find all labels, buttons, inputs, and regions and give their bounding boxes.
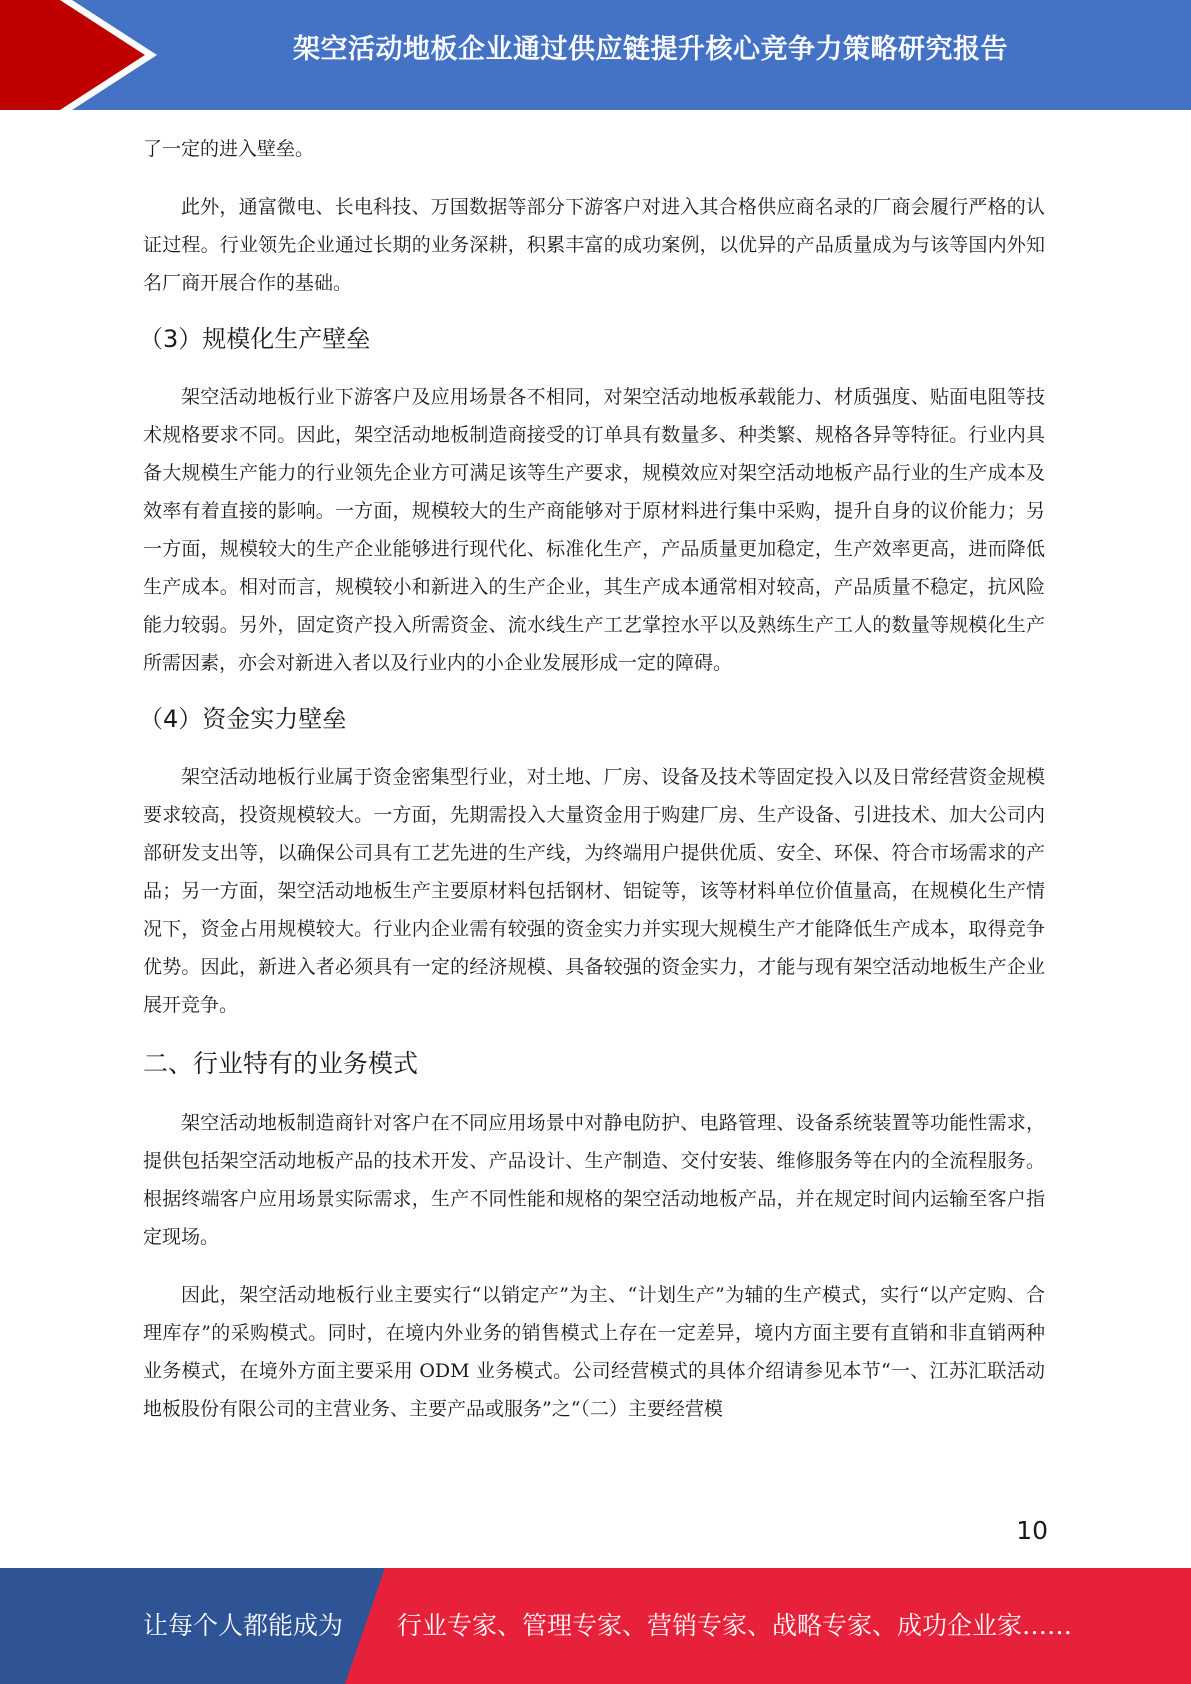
paragraph-capital-barrier: 架空活动地板行业属于资金密集型行业，对土地、厂房、设备及技术等固定投入以及日常经营资金规模要求较高，投资规模较大。一方面，先期需投入大量资金用于购建厂房、生产设备、引进技术、加大公司内部研发支出等，以确保公司具有工艺先进的生产线，为终端用户提供优质、安全、环保、符合市场需求的产品；另一方面，架空活动地板生产主要原材料包括钢材、铝锭等，该等材料单位价值量高，在规模化生产情况下，资金占用规模较大。行业内企业需有较强的资金实力并实现大规模生产才能降低生产成本，取得竞争优势。因此，新进入者必须具有一定的经济规模、具备较强的资金实力，才能与现有架空活动地板生产企业展开竞争。 <box>143 766 1045 1016</box>
paragraph-production-model: 因此，架空活动地板行业主要实行“以销定产”为主、“计划生产”为辅的生产模式，实行“以产定购、合理库存”的采购模式。同时，在境内外业务的销售模式上存在一定差异，境内方面主要有直销和非直销两种业务模式，在境外方面主要采用 ODM 业务模式。公司经营模式的具体介绍请参见本节“一、江苏汇联活动地板股份有限公司的主营业务、主要产品或服务”之“（二）主要经营模 <box>143 1284 1045 1420</box>
footer-slogan-left: 让每个人都能成为 <box>143 1611 344 1640</box>
paragraph-scale-barrier: 架空活动地板行业下游客户及应用场景各不相同，对架空活动地板承载能力、材质强度、贴面电阻等技术规格要求不同。因此，架空活动地板制造商接受的订单具有数量多、种类繁、规格各异等特征。行业内具备大规模生产能力的行业领先企业方可满足该等生产要求，规模效应对架空活动地板产品行业的生产成本及效率有着直接的影响。一方面，规模较大的生产商能够对于原材料进行集中采购，提升自身的议价能力；另一方面，规模较大的生产企业能够进行现代化、标准化生产，产品质量更加稳定，生产效率更高，进而降低生产成本。相对而言，规模较小和新进入的生产企业，其生产成本通常相对较高，产品质量不稳定，抗风险能力较弱。另外，固定资产投入所需资金、流水线生产工艺掌控水平以及熟练生产工人的数量等规模化生产所需因素，亦会对新进入者以及行业内的小企业发展形成一定的障碍。 <box>143 386 1045 674</box>
header-arrow-icon <box>0 0 160 110</box>
page-number: 10 <box>1016 1516 1048 1545</box>
page-header <box>0 0 1191 110</box>
page-content <box>139 130 1045 1428</box>
footer-slogan-right: 行业专家、管理专家、营销专家、战略专家、成功企业家…… <box>397 1611 1073 1640</box>
paragraph-continuation: 了一定的进入壁垒。 <box>143 138 315 160</box>
page-footer <box>0 1568 1191 1684</box>
section-heading-capital-barrier: （4）资金实力壁垒 <box>139 705 347 733</box>
document-title: 架空活动地板企业通过供应链提升核心竞争力策略研究报告 <box>293 34 1008 65</box>
paragraph-certification: 此外，通富微电、长电科技、万国数据等部分下游客户对进入其合格供应商名录的厂商会履行严格的认证过程。行业领先企业通过长期的业务深耕，积累丰富的成功案例，以优异的产品质量成为与该等国内外知名厂商开展合作的基础。 <box>143 196 1045 294</box>
chapter-heading-business-model: 二、行业特有的业务模式 <box>143 1049 419 1078</box>
paragraph-business-model: 架空活动地板制造商针对客户在不同应用场景中对静电防护、电路管理、设备系统装置等功能性需求，提供包括架空活动地板产品的技术开发、产品设计、生产制造、交付安装、维修服务等在内的全流程服务。根据终端客户应用场景实际需求，生产不同性能和规格的架空活动地板产品，并在规定时间内运输至客户指定现场。 <box>143 1112 1045 1248</box>
section-heading-scale-barrier: （3）规模化生产壁垒 <box>139 325 371 353</box>
